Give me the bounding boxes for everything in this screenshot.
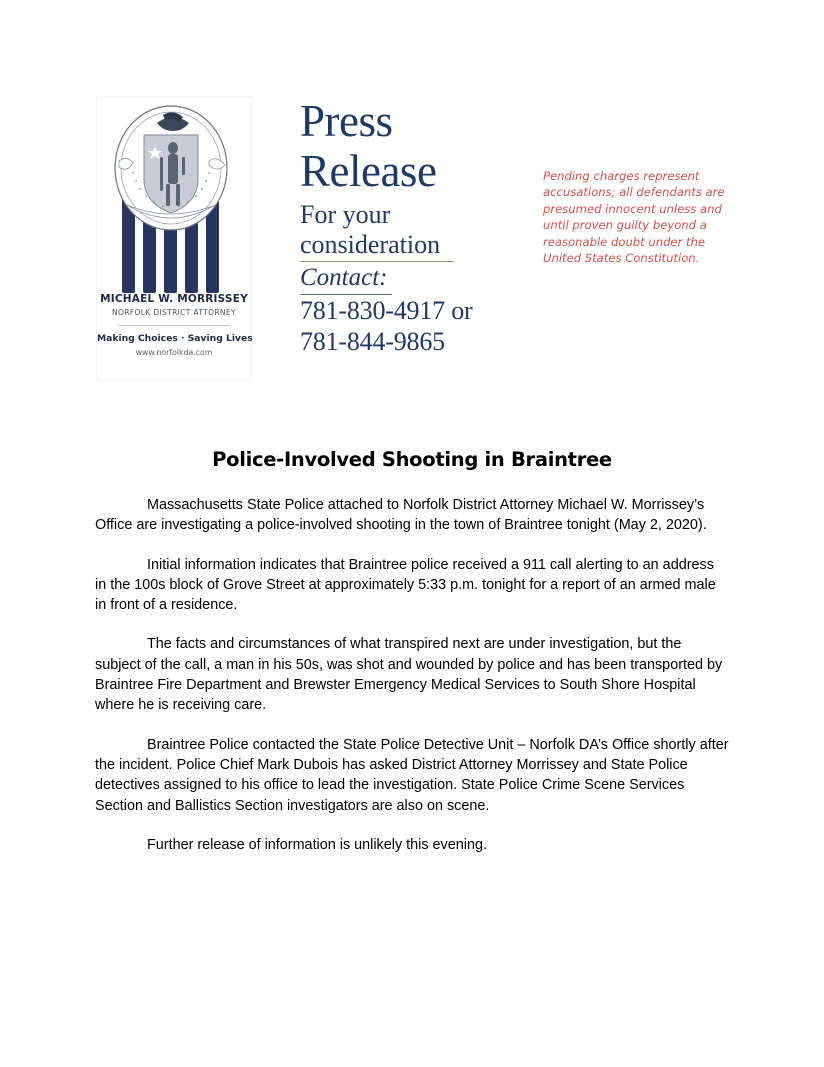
state-seal-icon (97, 101, 251, 297)
body-paragraph: Braintree Police contacted the State Police Detective Unit – Norfolk DA’s Office shortly after the incident. Police Chief Mark Dubois has asked District Attorney Morrissey and State Police detectives assigned to his office to lead the investigation. State Police Crime Scene Services Section and Ballistics Section investigators are also on scene. (95, 736, 729, 814)
contact-label: Contact: (300, 263, 392, 295)
press-release-heading (300, 96, 510, 357)
logo-tagline: Making Choices · Saving Lives (97, 333, 253, 344)
body-paragraph: Massachusetts State Police attached to Norfolk District Attorney Michael W. Morrissey’s Office are investigating a police-involved shooting in the town of Braintree tonight (May 2, 2020). (95, 497, 707, 534)
logo-da-name: MICHAEL W. MORRISSEY (100, 293, 248, 305)
press-heading-line1: Press (300, 96, 393, 146)
page-title: Police-Involved Shooting in Braintree (212, 448, 612, 471)
logo-da-role: NORFOLK DISTRICT ATTORNEY (112, 308, 236, 317)
contact-phone-primary: 781-830-4917 or (300, 296, 473, 325)
logo-website-url: www.norfolkda.com (135, 348, 213, 357)
contact-phone-secondary: 781-844-9865 (300, 327, 445, 356)
press-subheading-line2: consideration (300, 230, 454, 262)
body-paragraph: Further release of information is unlikely this evening. (147, 836, 487, 853)
letterhead-header (0, 0, 824, 420)
norfolk-da-logo (96, 96, 252, 381)
press-release-body (95, 495, 729, 855)
body-paragraph: Initial information indicates that Braintree police received a 911 call alerting to an address in the 100s block of Grove Street at approximately 5:33 p.m. tonight for a report of an armed male in front of a residence. (95, 556, 716, 614)
body-paragraph: The facts and circumstances of what transpired next are under investigation, but the subject of the call, a man in his 50s, was shot and wounded by police and has been transported by Braintree Fire Department and Brewster Emergency Medical Services to South Shore Hospital where he is receiving care. (95, 636, 723, 714)
legal-disclaimer: Pending charges represent accusations; all defendants are presumed innocent unless and until proven guilty beyond a reasonable doubt under the United States Constitution. (543, 169, 725, 266)
logo-divider (118, 325, 230, 326)
logo-text-block (97, 293, 251, 357)
press-heading-line2: Release (300, 146, 437, 196)
press-subheading-line1: For your (300, 200, 391, 229)
